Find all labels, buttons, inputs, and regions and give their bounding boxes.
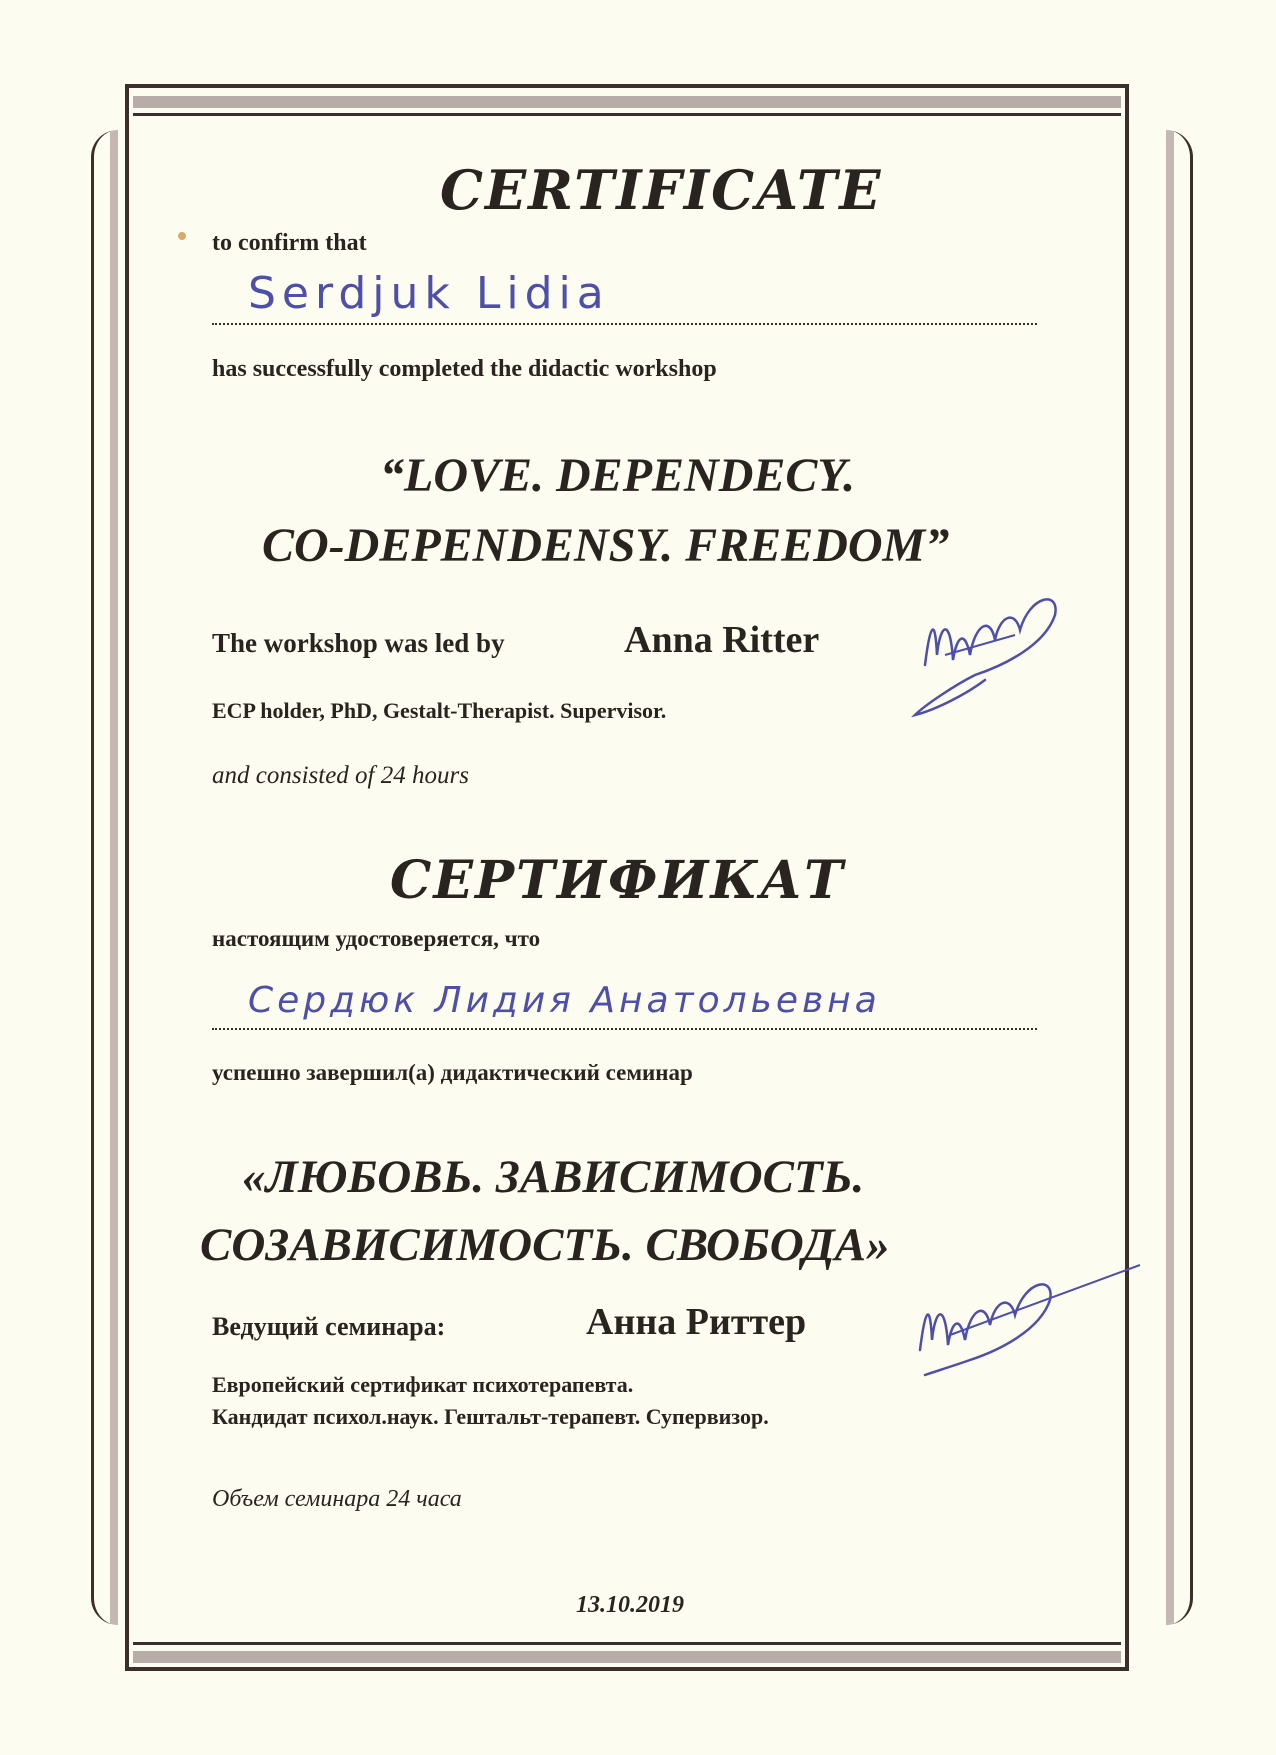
- border-line-bottom: [133, 1642, 1121, 1645]
- recipient-line-ru: [212, 1028, 1037, 1030]
- workshop-title-ru-line1: «ЛЮБОВЬ. ЗАВИСИМОСТЬ.: [242, 1151, 865, 1203]
- workshop-title-en-line1: “LOVE. DEPENDECY.: [380, 449, 856, 502]
- recipient-name-en: Serdjuk Lidia: [248, 268, 610, 319]
- led-by-label-ru: Ведущий семинара:: [212, 1312, 446, 1341]
- leader-credentials-en: ECP holder, PhD, Gestalt-Therapist. Supervisor.: [212, 698, 667, 723]
- confirm-line-en: to confirm that: [212, 230, 367, 256]
- border-side-right: [1166, 130, 1193, 1625]
- leader-credentials-ru-line2: Кандидат психол.наук. Гештальт-терапевт. Супервизор.: [212, 1404, 769, 1429]
- completed-line-ru: успешно завершил(а) дидактический семинар: [212, 1060, 693, 1085]
- signature-en: [895, 585, 1070, 725]
- confirm-line-ru: настоящим удостоверяется, что: [212, 926, 541, 951]
- border-side-left: [91, 130, 118, 1625]
- russian-title: СЕРТИФИКАТ: [390, 850, 845, 911]
- border-line-top: [133, 113, 1121, 116]
- recipient-name-ru: Сердюк Лидия Анатольевна: [248, 980, 881, 1021]
- signature-ru: [890, 1255, 1160, 1395]
- border-band-bottom: [133, 1651, 1121, 1663]
- workshop-title-en-line2: CO-DEPENDENSY. FREEDOM”: [262, 519, 950, 572]
- led-by-label-en: The workshop was led by: [212, 628, 505, 658]
- leader-credentials-ru-line1: Европейский сертификат психотерапевта.: [212, 1372, 634, 1397]
- completed-line-en: has successfully completed the didactic workshop: [212, 356, 717, 382]
- hours-line-en: and consisted of 24 hours: [212, 762, 469, 789]
- certificate-date: 13.10.2019: [576, 1592, 684, 1618]
- leader-name-ru: Анна Риттер: [586, 1301, 807, 1343]
- recipient-line-en: [212, 323, 1037, 325]
- leader-name-en: Anna Ritter: [624, 619, 820, 661]
- border-band-top: [133, 96, 1121, 108]
- workshop-title-ru-line2: СОЗАВИСИМОСТЬ. СВОБОДА»: [200, 1219, 890, 1271]
- english-title: CERTIFICATE: [440, 158, 883, 222]
- hours-line-ru: Объем семинара 24 часа: [212, 1486, 462, 1512]
